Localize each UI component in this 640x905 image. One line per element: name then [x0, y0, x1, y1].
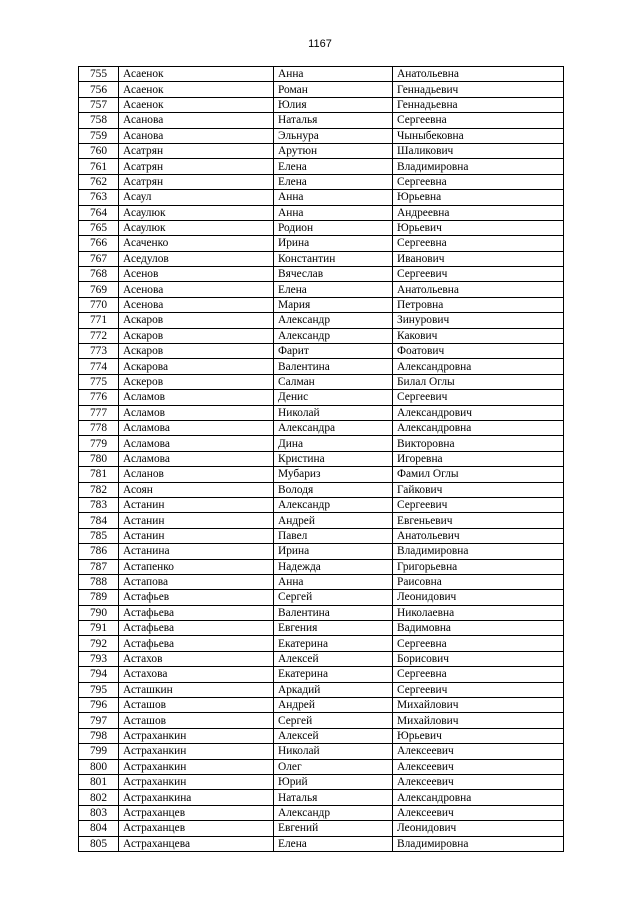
table-row [79, 128, 564, 143]
row-number-cell: 792 [79, 636, 119, 651]
last-name-cell: Асаулюк [119, 205, 274, 220]
table-row [79, 805, 564, 820]
table-row [79, 190, 564, 205]
row-number-cell: 778 [79, 420, 119, 435]
patronymic-cell: Александрович [393, 405, 564, 420]
last-name-cell: Асташов [119, 698, 274, 713]
patronymic-cell: Сергеевна [393, 636, 564, 651]
row-number-cell: 776 [79, 390, 119, 405]
row-number-cell: 805 [79, 836, 119, 851]
row-number-cell: 766 [79, 236, 119, 251]
patronymic-cell: Александровна [393, 790, 564, 805]
last-name-cell: Аскаров [119, 328, 274, 343]
row-number-cell: 799 [79, 744, 119, 759]
first-name-cell: Аркадий [274, 682, 393, 697]
first-name-cell: Фарит [274, 344, 393, 359]
table-row [79, 544, 564, 559]
row-number-cell: 759 [79, 128, 119, 143]
patronymic-cell: Владимировна [393, 836, 564, 851]
table-row [79, 744, 564, 759]
patronymic-cell: Сергеевич [393, 682, 564, 697]
last-name-cell: Асатрян [119, 143, 274, 158]
patronymic-cell: Игоревна [393, 451, 564, 466]
first-name-cell: Юрий [274, 774, 393, 789]
last-name-cell: Астахова [119, 667, 274, 682]
patronymic-cell: Викторовна [393, 436, 564, 451]
row-number-cell: 787 [79, 559, 119, 574]
last-name-cell: Астахов [119, 651, 274, 666]
row-number-cell: 788 [79, 574, 119, 589]
table-row [79, 436, 564, 451]
row-number-cell: 785 [79, 528, 119, 543]
last-name-cell: Астанина [119, 544, 274, 559]
last-name-cell: Астапенко [119, 559, 274, 574]
last-name-cell: Асенов [119, 267, 274, 282]
patronymic-cell: Михайлович [393, 713, 564, 728]
first-name-cell: Елена [274, 159, 393, 174]
table-row [79, 682, 564, 697]
patronymic-cell: Евгеньевич [393, 513, 564, 528]
first-name-cell: Эльнура [274, 128, 393, 143]
last-name-cell: Астраханцев [119, 805, 274, 820]
row-number-cell: 789 [79, 590, 119, 605]
patronymic-cell: Геннадьевна [393, 97, 564, 112]
table-row [79, 559, 564, 574]
first-name-cell: Екатерина [274, 636, 393, 651]
patronymic-cell: Анатольевна [393, 282, 564, 297]
last-name-cell: Асанова [119, 113, 274, 128]
last-name-cell: Астапова [119, 574, 274, 589]
last-name-cell: Астраханцева [119, 836, 274, 851]
table-row [79, 405, 564, 420]
table-row [79, 97, 564, 112]
last-name-cell: Асенова [119, 282, 274, 297]
table-row [79, 651, 564, 666]
first-name-cell: Алексей [274, 728, 393, 743]
table-row [79, 82, 564, 97]
last-name-cell: Асаенок [119, 97, 274, 112]
row-number-cell: 795 [79, 682, 119, 697]
table-row [79, 67, 564, 82]
row-number-cell: 757 [79, 97, 119, 112]
patronymic-cell: Сергеевич [393, 267, 564, 282]
last-name-cell: Асаул [119, 190, 274, 205]
first-name-cell: Ирина [274, 236, 393, 251]
patronymic-cell: Александровна [393, 359, 564, 374]
last-name-cell: Асаулюк [119, 220, 274, 235]
names-table-body [79, 67, 564, 852]
last-name-cell: Асламова [119, 436, 274, 451]
patronymic-cell: Гайкович [393, 482, 564, 497]
table-row [79, 482, 564, 497]
first-name-cell: Володя [274, 482, 393, 497]
first-name-cell: Александр [274, 497, 393, 512]
first-name-cell: Андрей [274, 698, 393, 713]
row-number-cell: 755 [79, 67, 119, 82]
table-row [79, 359, 564, 374]
table-row [79, 467, 564, 482]
row-number-cell: 769 [79, 282, 119, 297]
table-row [79, 821, 564, 836]
page-number: 1167 [308, 38, 332, 50]
table-row [79, 267, 564, 282]
row-number-cell: 801 [79, 774, 119, 789]
table-row [79, 759, 564, 774]
last-name-cell: Асаченко [119, 236, 274, 251]
row-number-cell: 794 [79, 667, 119, 682]
row-number-cell: 791 [79, 621, 119, 636]
last-name-cell: Аскеров [119, 374, 274, 389]
last-name-cell: Астанин [119, 513, 274, 528]
first-name-cell: Александр [274, 313, 393, 328]
last-name-cell: Астанин [119, 497, 274, 512]
last-name-cell: Астраханцев [119, 821, 274, 836]
first-name-cell: Анна [274, 67, 393, 82]
row-number-cell: 782 [79, 482, 119, 497]
row-number-cell: 768 [79, 267, 119, 282]
first-name-cell: Анна [274, 574, 393, 589]
patronymic-cell: Сергеевна [393, 174, 564, 189]
last-name-cell: Асанова [119, 128, 274, 143]
last-name-cell: Асаенок [119, 67, 274, 82]
first-name-cell: Сергей [274, 713, 393, 728]
first-name-cell: Елена [274, 174, 393, 189]
table-row [79, 282, 564, 297]
row-number-cell: 773 [79, 344, 119, 359]
table-row [79, 590, 564, 605]
row-number-cell: 763 [79, 190, 119, 205]
last-name-cell: Астафьева [119, 621, 274, 636]
row-number-cell: 760 [79, 143, 119, 158]
patronymic-cell: Николаевна [393, 605, 564, 620]
last-name-cell: Асланов [119, 467, 274, 482]
row-number-cell: 800 [79, 759, 119, 774]
patronymic-cell: Юрьевна [393, 190, 564, 205]
first-name-cell: Андрей [274, 513, 393, 528]
first-name-cell: Анна [274, 190, 393, 205]
first-name-cell: Николай [274, 744, 393, 759]
first-name-cell: Елена [274, 282, 393, 297]
row-number-cell: 771 [79, 313, 119, 328]
patronymic-cell: Сергеевна [393, 113, 564, 128]
table-row [79, 297, 564, 312]
table-row [79, 636, 564, 651]
row-number-cell: 767 [79, 251, 119, 266]
row-number-cell: 793 [79, 651, 119, 666]
row-number-cell: 772 [79, 328, 119, 343]
row-number-cell: 802 [79, 790, 119, 805]
first-name-cell: Вячеслав [274, 267, 393, 282]
last-name-cell: Асатрян [119, 174, 274, 189]
row-number-cell: 797 [79, 713, 119, 728]
row-number-cell: 774 [79, 359, 119, 374]
patronymic-cell: Шаликович [393, 143, 564, 158]
patronymic-cell: Алексеевич [393, 774, 564, 789]
first-name-cell: Олег [274, 759, 393, 774]
row-number-cell: 770 [79, 297, 119, 312]
last-name-cell: Асламова [119, 420, 274, 435]
patronymic-cell: Сергеевна [393, 667, 564, 682]
table-row [79, 836, 564, 851]
patronymic-cell: Вадимовна [393, 621, 564, 636]
table-row [79, 774, 564, 789]
first-name-cell: Александр [274, 328, 393, 343]
row-number-cell: 803 [79, 805, 119, 820]
last-name-cell: Аседулов [119, 251, 274, 266]
row-number-cell: 786 [79, 544, 119, 559]
first-name-cell: Екатерина [274, 667, 393, 682]
table-row [79, 621, 564, 636]
table-row [79, 113, 564, 128]
last-name-cell: Астафьева [119, 605, 274, 620]
first-name-cell: Роман [274, 82, 393, 97]
row-number-cell: 781 [79, 467, 119, 482]
patronymic-cell: Сергеевич [393, 497, 564, 512]
first-name-cell: Валентина [274, 605, 393, 620]
table-row [79, 513, 564, 528]
patronymic-cell: Григорьевна [393, 559, 564, 574]
first-name-cell: Александра [274, 420, 393, 435]
last-name-cell: Астафьев [119, 590, 274, 605]
row-number-cell: 790 [79, 605, 119, 620]
first-name-cell: Павел [274, 528, 393, 543]
table-row [79, 220, 564, 235]
table-row [79, 344, 564, 359]
last-name-cell: Астанин [119, 528, 274, 543]
last-name-cell: Аскаров [119, 313, 274, 328]
row-number-cell: 762 [79, 174, 119, 189]
patronymic-cell: Алексеевич [393, 744, 564, 759]
last-name-cell: Асоян [119, 482, 274, 497]
patronymic-cell: Какович [393, 328, 564, 343]
first-name-cell: Евгений [274, 821, 393, 836]
last-name-cell: Асташкин [119, 682, 274, 697]
table-row [79, 713, 564, 728]
row-number-cell: 779 [79, 436, 119, 451]
row-number-cell: 804 [79, 821, 119, 836]
patronymic-cell: Юрьевич [393, 220, 564, 235]
table-row [79, 420, 564, 435]
row-number-cell: 758 [79, 113, 119, 128]
first-name-cell: Надежда [274, 559, 393, 574]
row-number-cell: 783 [79, 497, 119, 512]
last-name-cell: Аскарова [119, 359, 274, 374]
patronymic-cell: Андреевна [393, 205, 564, 220]
patronymic-cell: Алексеевич [393, 759, 564, 774]
first-name-cell: Алексей [274, 651, 393, 666]
patronymic-cell: Раисовна [393, 574, 564, 589]
row-number-cell: 765 [79, 220, 119, 235]
first-name-cell: Салман [274, 374, 393, 389]
first-name-cell: Арутюн [274, 143, 393, 158]
patronymic-cell: Алексеевич [393, 805, 564, 820]
first-name-cell: Кристина [274, 451, 393, 466]
patronymic-cell: Чыныбековна [393, 128, 564, 143]
table-row [79, 667, 564, 682]
table-row [79, 174, 564, 189]
table-row [79, 698, 564, 713]
names-table [78, 66, 564, 852]
patronymic-cell: Зинурович [393, 313, 564, 328]
table-row [79, 605, 564, 620]
row-number-cell: 784 [79, 513, 119, 528]
patronymic-cell: Анатольевич [393, 528, 564, 543]
patronymic-cell: Борисович [393, 651, 564, 666]
patronymic-cell: Михайлович [393, 698, 564, 713]
table-row [79, 251, 564, 266]
first-name-cell: Александр [274, 805, 393, 820]
row-number-cell: 761 [79, 159, 119, 174]
first-name-cell: Юлия [274, 97, 393, 112]
first-name-cell: Родион [274, 220, 393, 235]
first-name-cell: Наталья [274, 113, 393, 128]
last-name-cell: Асенова [119, 297, 274, 312]
row-number-cell: 796 [79, 698, 119, 713]
last-name-cell: Астраханкин [119, 759, 274, 774]
last-name-cell: Асаенок [119, 82, 274, 97]
last-name-cell: Астраханкин [119, 774, 274, 789]
first-name-cell: Сергей [274, 590, 393, 605]
table-row [79, 236, 564, 251]
last-name-cell: Асламов [119, 390, 274, 405]
last-name-cell: Асатрян [119, 159, 274, 174]
patronymic-cell: Сергеевич [393, 390, 564, 405]
last-name-cell: Астафьева [119, 636, 274, 651]
row-number-cell: 780 [79, 451, 119, 466]
patronymic-cell: Леонидович [393, 590, 564, 605]
table-row [79, 790, 564, 805]
last-name-cell: Астраханкин [119, 744, 274, 759]
first-name-cell: Николай [274, 405, 393, 420]
row-number-cell: 798 [79, 728, 119, 743]
table-row [79, 143, 564, 158]
patronymic-cell: Фоатович [393, 344, 564, 359]
row-number-cell: 775 [79, 374, 119, 389]
last-name-cell: Асламова [119, 451, 274, 466]
patronymic-cell: Петровна [393, 297, 564, 312]
last-name-cell: Аскаров [119, 344, 274, 359]
first-name-cell: Ирина [274, 544, 393, 559]
patronymic-cell: Сергеевна [393, 236, 564, 251]
patronymic-cell: Владимировна [393, 159, 564, 174]
table-row [79, 528, 564, 543]
first-name-cell: Мубариз [274, 467, 393, 482]
last-name-cell: Астраханкин [119, 728, 274, 743]
table-row [79, 374, 564, 389]
patronymic-cell: Анатольевна [393, 67, 564, 82]
row-number-cell: 764 [79, 205, 119, 220]
first-name-cell: Анна [274, 205, 393, 220]
table-row [79, 313, 564, 328]
patronymic-cell: Владимировна [393, 544, 564, 559]
first-name-cell: Денис [274, 390, 393, 405]
table-row [79, 159, 564, 174]
patronymic-cell: Леонидович [393, 821, 564, 836]
patronymic-cell: Билал Оглы [393, 374, 564, 389]
first-name-cell: Елена [274, 836, 393, 851]
last-name-cell: Асташов [119, 713, 274, 728]
table-row [79, 328, 564, 343]
table-row [79, 728, 564, 743]
last-name-cell: Астраханкина [119, 790, 274, 805]
patronymic-cell: Геннадьевич [393, 82, 564, 97]
first-name-cell: Дина [274, 436, 393, 451]
table-row [79, 451, 564, 466]
table-row [79, 390, 564, 405]
first-name-cell: Константин [274, 251, 393, 266]
row-number-cell: 777 [79, 405, 119, 420]
patronymic-cell: Иванович [393, 251, 564, 266]
first-name-cell: Валентина [274, 359, 393, 374]
last-name-cell: Асламов [119, 405, 274, 420]
patronymic-cell: Фамил Оглы [393, 467, 564, 482]
table-row [79, 205, 564, 220]
first-name-cell: Евгения [274, 621, 393, 636]
table-row [79, 497, 564, 512]
patronymic-cell: Юрьевич [393, 728, 564, 743]
patronymic-cell: Александровна [393, 420, 564, 435]
first-name-cell: Наталья [274, 790, 393, 805]
table-row [79, 574, 564, 589]
first-name-cell: Мария [274, 297, 393, 312]
row-number-cell: 756 [79, 82, 119, 97]
